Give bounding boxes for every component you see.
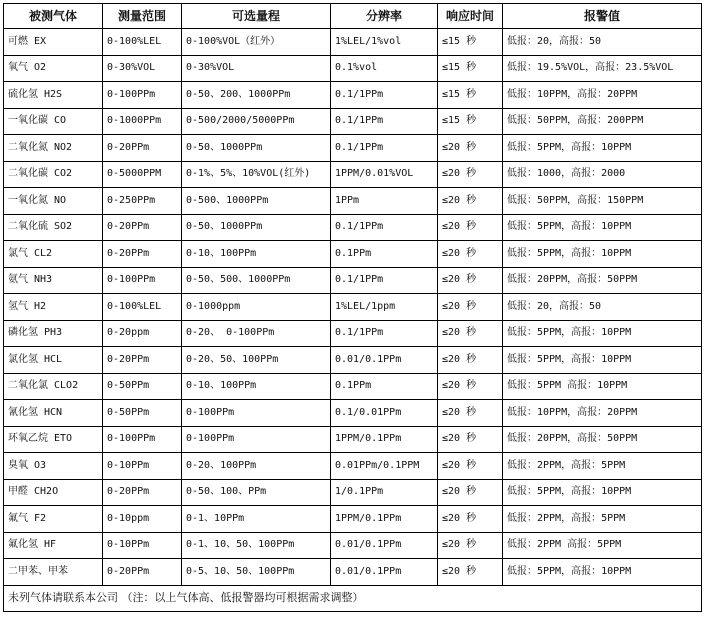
cell-gas: 可燃 EX <box>4 29 103 56</box>
cell-range: 0-20PPm <box>103 214 182 241</box>
cell-alarm: 低报：20PPM，高报：50PPM <box>503 426 702 453</box>
cell-gas: 一氧化碳 CO <box>4 108 103 135</box>
cell-resolution: 1%LEL/1%vol <box>331 29 438 56</box>
cell-alarm: 低报：2PPM，高报：5PPM <box>503 453 702 480</box>
cell-range: 0-20PPm <box>103 241 182 268</box>
cell-resolution: 0.01/0.1PPm <box>331 347 438 374</box>
header-row <box>4 4 702 29</box>
cell-alarm: 低报：20，高报：50 <box>503 29 702 56</box>
cell-alarm: 低报：2PPM，高报：5PPM <box>503 506 702 533</box>
cell-response-time: ≤20 秒 <box>438 347 503 374</box>
cell-resolution: 1PPM/0.1PPm <box>331 506 438 533</box>
cell-response-time: ≤20 秒 <box>438 532 503 559</box>
cell-optional-range: 0-20、100PPm <box>182 453 331 480</box>
cell-range: 0-50PPm <box>103 373 182 400</box>
table-header <box>4 4 702 29</box>
table-row <box>4 532 702 559</box>
cell-range: 0-100PPm <box>103 82 182 109</box>
cell-resolution: 1/0.1PPm <box>331 479 438 506</box>
gas-spec-table <box>3 3 702 612</box>
cell-alarm: 低报：5PPM，高报：10PPM <box>503 320 702 347</box>
cell-gas: 氟化氢 HF <box>4 532 103 559</box>
table-footer <box>4 585 702 611</box>
cell-optional-range: 0-5、10、50、100PPm <box>182 559 331 586</box>
cell-alarm: 低报：1000，高报：2000 <box>503 161 702 188</box>
cell-optional-range: 0-10、100PPm <box>182 241 331 268</box>
cell-gas: 磷化氢 PH3 <box>4 320 103 347</box>
table-row <box>4 479 702 506</box>
cell-resolution: 0.1/1PPm <box>331 108 438 135</box>
cell-alarm: 低报：5PPM，高报：10PPM <box>503 479 702 506</box>
cell-gas: 二甲苯、甲苯 <box>4 559 103 586</box>
cell-resolution: 0.1/0.01PPm <box>331 400 438 427</box>
cell-response-time: ≤15 秒 <box>438 55 503 82</box>
cell-alarm: 低报：2PPM 高报：5PPM <box>503 532 702 559</box>
cell-gas: 二氧化硫 SO2 <box>4 214 103 241</box>
cell-optional-range: 0-50、500、1000PPm <box>182 267 331 294</box>
cell-resolution: 0.1PPm <box>331 373 438 400</box>
cell-response-time: ≤20 秒 <box>438 188 503 215</box>
cell-resolution: 0.1/1PPm <box>331 82 438 109</box>
cell-range: 0-20PPm <box>103 479 182 506</box>
table-row <box>4 241 702 268</box>
cell-response-time: ≤20 秒 <box>438 400 503 427</box>
cell-alarm: 低报：5PPM，高报：10PPM <box>503 214 702 241</box>
cell-gas: 环氧乙烷 ETO <box>4 426 103 453</box>
cell-gas: 氯气 CL2 <box>4 241 103 268</box>
cell-gas: 氟气 F2 <box>4 506 103 533</box>
table-row <box>4 347 702 374</box>
table-row <box>4 373 702 400</box>
cell-optional-range: 0-100%VOL（红外） <box>182 29 331 56</box>
cell-range: 0-5000PPM <box>103 161 182 188</box>
cell-optional-range: 0-50、200、1000PPm <box>182 82 331 109</box>
cell-gas: 氢气 H2 <box>4 294 103 321</box>
cell-range: 0-100%LEL <box>103 29 182 56</box>
cell-gas: 氧气 O2 <box>4 55 103 82</box>
cell-gas: 甲醛 CH2O <box>4 479 103 506</box>
cell-alarm: 低报：50PPM，高报：150PPM <box>503 188 702 215</box>
cell-optional-range: 0-100PPm <box>182 400 331 427</box>
cell-gas: 二氧化氯 CLO2 <box>4 373 103 400</box>
table-body <box>4 29 702 586</box>
cell-response-time: ≤20 秒 <box>438 267 503 294</box>
table-row <box>4 188 702 215</box>
cell-range: 0-20PPm <box>103 135 182 162</box>
table-row <box>4 82 702 109</box>
cell-alarm: 低报：5PPM，高报：10PPM <box>503 347 702 374</box>
cell-optional-range: 0-50、100、PPm <box>182 479 331 506</box>
cell-optional-range: 0-500/2000/5000PPm <box>182 108 331 135</box>
cell-response-time: ≤15 秒 <box>438 29 503 56</box>
cell-optional-range: 0-100PPm <box>182 426 331 453</box>
cell-range: 0-10ppm <box>103 506 182 533</box>
header-optional-range: 可选量程 <box>182 4 331 29</box>
cell-resolution: 0.1PPm <box>331 241 438 268</box>
cell-range: 0-20PPm <box>103 559 182 586</box>
cell-alarm: 低报：19.5%VOL，高报：23.5%VOL <box>503 55 702 82</box>
table-row <box>4 559 702 586</box>
cell-gas: 臭氧 O3 <box>4 453 103 480</box>
cell-resolution: 0.1/1PPm <box>331 267 438 294</box>
cell-resolution: 0.1/1PPm <box>331 135 438 162</box>
cell-alarm: 低报：50PPM，高报：200PPM <box>503 108 702 135</box>
cell-gas: 二氧化碳 CO2 <box>4 161 103 188</box>
cell-gas: 二氧化氮 NO2 <box>4 135 103 162</box>
cell-optional-range: 0-1%、5%、10%VOL(红外) <box>182 161 331 188</box>
cell-resolution: 0.1%vol <box>331 55 438 82</box>
cell-range: 0-100%LEL <box>103 294 182 321</box>
cell-optional-range: 0-1、10PPm <box>182 506 331 533</box>
cell-range: 0-50PPm <box>103 400 182 427</box>
cell-resolution: 0.01/0.1PPm <box>331 559 438 586</box>
cell-resolution: 1PPM/0.1PPm <box>331 426 438 453</box>
footer-row <box>4 585 702 611</box>
table-row <box>4 55 702 82</box>
cell-gas: 氯化氢 HCL <box>4 347 103 374</box>
table-row <box>4 29 702 56</box>
cell-resolution: 0.1/1PPm <box>331 214 438 241</box>
cell-resolution: 0.01/0.1PPm <box>331 532 438 559</box>
table-row <box>4 214 702 241</box>
footer-note: 未列气体请联系本公司 （注：以上气体高、低报警器均可根据需求调整） <box>4 585 702 611</box>
cell-resolution: 1%LEL/1ppm <box>331 294 438 321</box>
table-row <box>4 426 702 453</box>
cell-response-time: ≤20 秒 <box>438 373 503 400</box>
cell-alarm: 低报：5PPM，高报：10PPM <box>503 241 702 268</box>
table-row <box>4 400 702 427</box>
cell-response-time: ≤20 秒 <box>438 559 503 586</box>
cell-range: 0-100PPm <box>103 267 182 294</box>
cell-alarm: 低报：20PPM，高报：50PPM <box>503 267 702 294</box>
cell-range: 0-1000PPm <box>103 108 182 135</box>
table-row <box>4 294 702 321</box>
cell-gas: 氰化氢 HCN <box>4 400 103 427</box>
header-alarm: 报警值 <box>503 4 702 29</box>
header-resolution: 分辨率 <box>331 4 438 29</box>
cell-range: 0-20ppm <box>103 320 182 347</box>
table-row <box>4 108 702 135</box>
cell-optional-range: 0-50、1000PPm <box>182 214 331 241</box>
cell-resolution: 0.1/1PPm <box>331 320 438 347</box>
cell-response-time: ≤20 秒 <box>438 294 503 321</box>
cell-range: 0-20PPm <box>103 347 182 374</box>
cell-range: 0-10PPm <box>103 453 182 480</box>
cell-optional-range: 0-20、 0-100PPm <box>182 320 331 347</box>
cell-response-time: ≤15 秒 <box>438 108 503 135</box>
header-gas: 被测气体 <box>4 4 103 29</box>
cell-optional-range: 0-20、50、100PPm <box>182 347 331 374</box>
cell-response-time: ≤20 秒 <box>438 426 503 453</box>
cell-optional-range: 0-1000ppm <box>182 294 331 321</box>
cell-response-time: ≤20 秒 <box>438 506 503 533</box>
cell-optional-range: 0-10、100PPm <box>182 373 331 400</box>
cell-optional-range: 0-30%VOL <box>182 55 331 82</box>
table-row <box>4 506 702 533</box>
cell-response-time: ≤15 秒 <box>438 82 503 109</box>
cell-range: 0-250PPm <box>103 188 182 215</box>
cell-gas: 硫化氢 H2S <box>4 82 103 109</box>
cell-alarm: 低报：5PPM 高报：10PPM <box>503 373 702 400</box>
cell-range: 0-10PPm <box>103 532 182 559</box>
cell-resolution: 1PPm <box>331 188 438 215</box>
table-row <box>4 267 702 294</box>
cell-alarm: 低报：20，高报：50 <box>503 294 702 321</box>
cell-response-time: ≤20 秒 <box>438 453 503 480</box>
cell-optional-range: 0-500、1000PPm <box>182 188 331 215</box>
cell-gas: 氨气 NH3 <box>4 267 103 294</box>
cell-alarm: 低报：5PPM，高报：10PPM <box>503 559 702 586</box>
cell-response-time: ≤20 秒 <box>438 161 503 188</box>
table-row <box>4 453 702 480</box>
table-row <box>4 135 702 162</box>
cell-response-time: ≤20 秒 <box>438 320 503 347</box>
cell-optional-range: 0-50、1000PPm <box>182 135 331 162</box>
cell-response-time: ≤20 秒 <box>438 241 503 268</box>
cell-resolution: 0.01PPm/0.1PPM <box>331 453 438 480</box>
cell-response-time: ≤20 秒 <box>438 214 503 241</box>
table-row <box>4 320 702 347</box>
cell-range: 0-30%VOL <box>103 55 182 82</box>
cell-response-time: ≤20 秒 <box>438 135 503 162</box>
cell-alarm: 低报：10PPM，高报：20PPM <box>503 82 702 109</box>
cell-alarm: 低报：5PPM，高报：10PPM <box>503 135 702 162</box>
cell-response-time: ≤20 秒 <box>438 479 503 506</box>
header-response-time: 响应时间 <box>438 4 503 29</box>
table-row <box>4 161 702 188</box>
cell-range: 0-100PPm <box>103 426 182 453</box>
header-range: 测量范围 <box>103 4 182 29</box>
cell-resolution: 1PPM/0.01%VOL <box>331 161 438 188</box>
cell-gas: 一氧化氮 NO <box>4 188 103 215</box>
cell-optional-range: 0-1、10、50、100PPm <box>182 532 331 559</box>
cell-alarm: 低报：10PPM，高报：20PPM <box>503 400 702 427</box>
